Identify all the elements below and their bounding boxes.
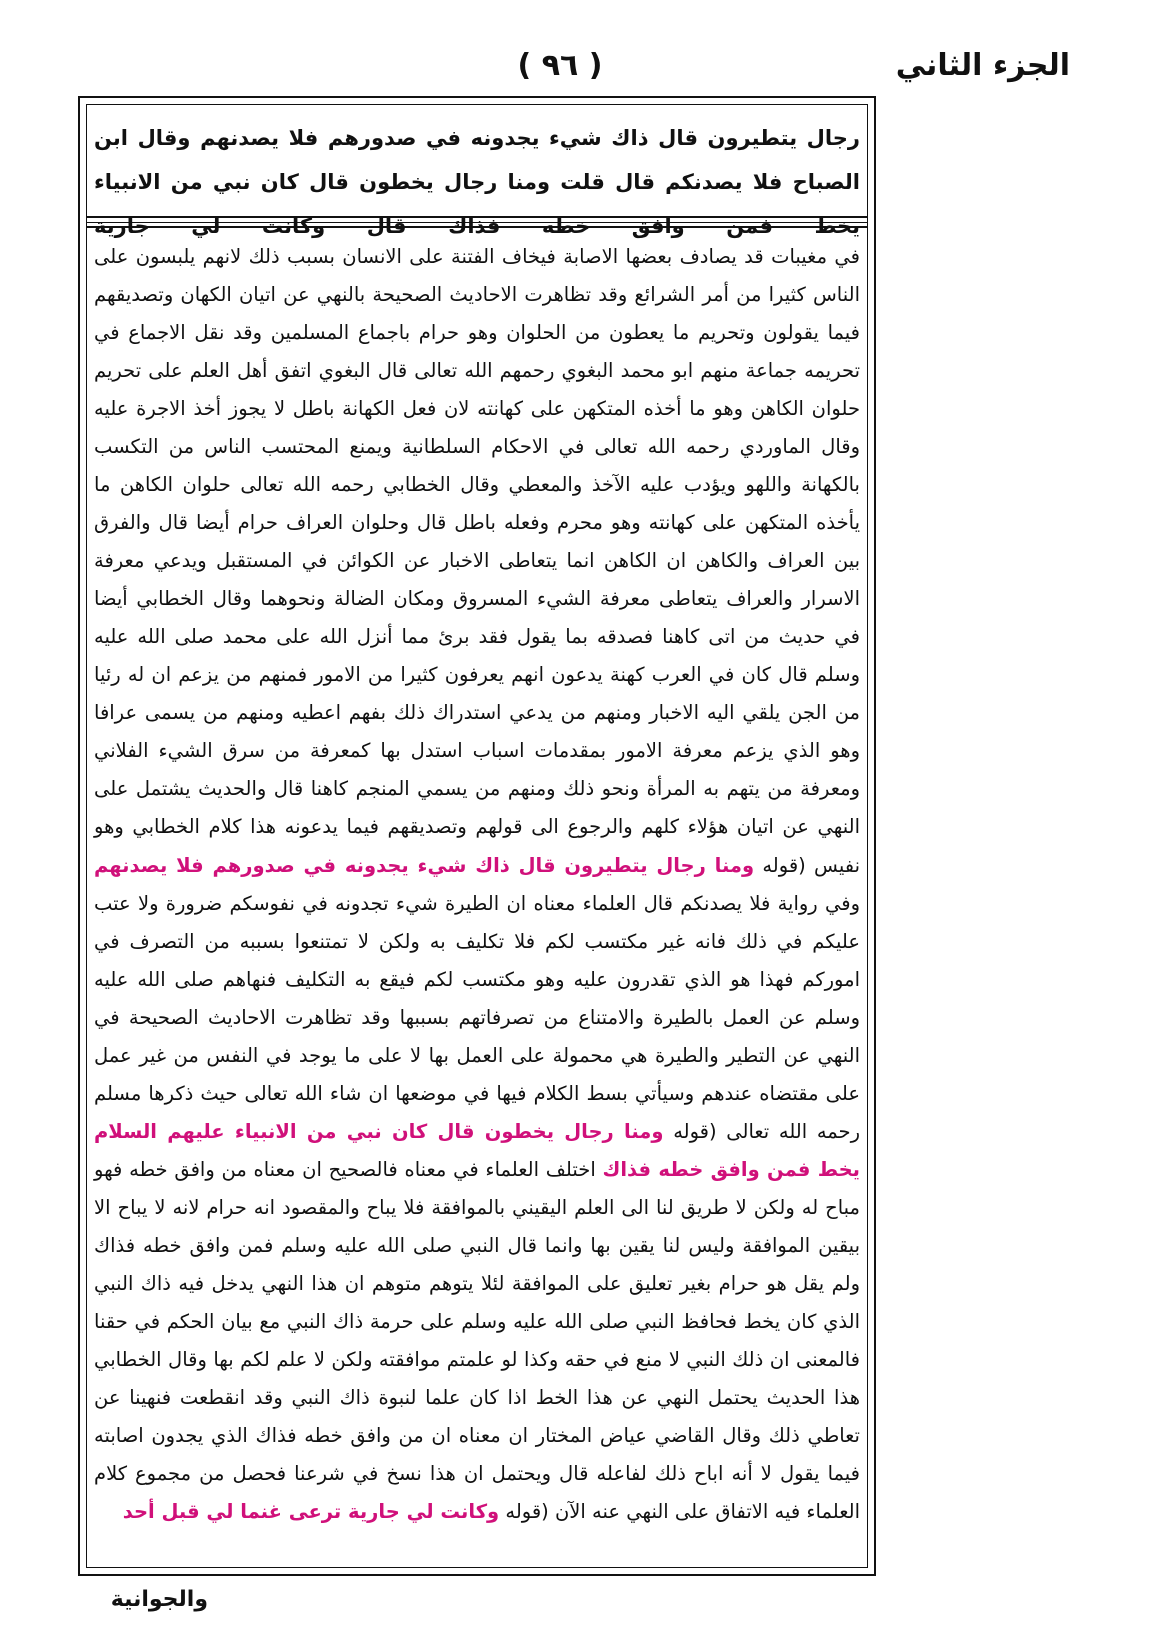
commentary-paragraph-2: وفي رواية فلا يصدنكم قال العلماء معناه ان الطيرة شيء تجدونه في نفوسكم ضرورة ولا عتب عليكم في ذلك فانه غير مكتسب لكم فلا تكليف به ولكن لا تمتنعوا بسببه من التصرف في اموركم فهذا هو الذي تقدرون عليه وهو مكتسب لكم فيقع به التكليف فنهاهم صلى الله عليه وسلم عن العمل بالطيرة والامتناع من تصرفاتهم بسببها وقد تظاهرت الاحاديث الصحيحة في النهي عن التطير والطيرة هي محمولة على العمل بها لا على ما يوجد في النفس من غير عمل على مقتضاه عندهم وسيأتي بسط الكلام فيها في موضعها ان شاء الله تعالى حيث ذكرها مسلم رحمه الله تعالى [94,891,861,1143]
quote-open-2: (قوله [673,1119,717,1143]
commentary [94,238,860,1531]
catchword: والجوانية [110,1587,208,1612]
quoted-hadith-2: ومنا رجال يخطون قال كان نبي من الانبياء عليهم السلام يخط فمن وافق خطه فذاك [94,1119,860,1181]
commentary-paragraph-3: اختلف العلماء في معناه فالصحيح ان معناه من وافق خطه فهو مباح له ولكن لا طريق لنا الى العلم اليقيني بالموافقة فلا يباح والمقصود انه حرام لانه لا يباح الا بيقين الموافقة وليس لنا يقين بها وانما قال النبي صلى الله عليه وسلم فمن وافق خطه فذاك ولم يقل هو حرام بغير تعليق على الموافقة لئلا يتوهم متوهم ان هذا النهي يدخل فيه ذاك النبي الذي كان يخط فحافظ النبي صلى الله عليه وسلم على حرمة ذاك النبي مع بيان الحكم في حقنا فالمعنى ان ذلك النبي لا منع في حقه وكذا لو علمتم موافقته ولكن لا علم لكم بها وقال الخطابي هذا الحديث يحتمل النهي عن هذا الخط اذا كان علما لنبوة ذاك النبي وقد انقطعت فنهينا عن تعاطي ذلك وقال القاضي عياض المختار ان معناه ان من وافق خطه فذاك الذي يجدون اصابته فيما يقول لا أنه اباح ذلك لفاعله قال ويحتمل ان هذا نسخ في شرعنا فحصل من مجموع كلام العلماء فيه الاتفاق على النهي عنه الآن [94,1157,860,1524]
hadith-text: رجال يتطيرون قال ذاك شيء يجدونه في صدورهم فلا يصدنهم وقال ابن الصباح فلا يصدنكم قال قلت ومنا رجال يخطون قال كان نبي من الانبياء يخط فمن وافق خطه فذاك قال وكانت لي جارية [94,126,860,238]
quote-open-1: (قوله [762,853,806,877]
divider-middle [86,222,868,223]
page-header [80,48,1080,93]
page-frame [78,96,876,1576]
quote-open-3: (قوله [505,1500,549,1524]
page-number: ( ٩٦ ) [517,48,603,83]
volume-title: الجزء الثاني [895,48,1070,83]
quoted-hadith-1: ومنا رجال يتطيرون قال ذاك شيء يجدونه في صدورهم فلا يصدنهم [94,853,755,877]
commentary-text [94,238,860,1531]
commentary-paragraph-1: في مغيبات قد يصادف بعضها الاصابة فيخاف الفتنة على الانسان بسبب ذلك لانهم يلبسون على الناس كثيرا من أمر الشرائع وقد تظاهرت الاحاديث الصحيحة بالنهي عن اتيان الكهان وتصديقهم فيما يقولون وتحريم ما يعطون من الحلوان وهو حرام باجماع المسلمين وقد نقل الاجماع في تحريمه جماعة منهم ابو محمد البغوي رحمهم الله تعالى قال البغوي اتفق أهل العلم على تحريم حلوان الكاهن وهو ما أخذه المتكهن على كهانته لان فعل الكهانة باطل لا يجوز أخذ الاجرة عليه وقال الماوردي رحمه الله تعالى في الاحكام السلطانية ويمنع المحتسب الناس من التكسب بالكهانة واللهو ويؤدب عليه الآخذ والمعطي وقال الخطابي رحمه الله تعالى حلوان الكاهن ما يأخذه المتكهن على كهانته وهو محرم وفعله باطل قال وحلوان العراف حرام أيضا قال والفرق بين العراف والكاهن ان الكاهن انما يتعاطى الاخبار عن الكوائن في المستقبل ويدعي معرفة الاسرار والعراف يتعاطى معرفة الشيء المسروق ومكان الضالة ونحوهما وقال الخطابي أيضا في حديث من اتى كاهنا فصدقه بما يقول فقد برئ مما أنزل الله على محمد صلى الله عليه وسلم قال كان في العرب كهنة يدعون انهم يعرفون كثيرا من الامور فمنهم من يزعم ان له رئيا من الجن يلقي اليه الاخبار ومنهم من يدعي استدراك ذلك بفهم اعطيه ومنهم من يسمى عرافا وهو الذي يزعم معرفة الامور بمقدمات اسباب استدل بها كمعرفة من سرق الشيء الفلاني ومعرفة من يتهم به المرأة ونحو ذلك ومنهم من يسمي المنجم كاهنا قال والحديث يشتمل على النهي عن اتيان هؤلاء كلهم والرجوع الى قولهم وتصديقهم فيما يدعونه هذا كلام الخطابي وهو نفيس [94,245,861,877]
quoted-hadith-3: وكانت لي جارية ترعى غنما لي قبل أحد [122,1500,500,1524]
divider-top [86,216,868,218]
divider-bottom [86,226,868,228]
